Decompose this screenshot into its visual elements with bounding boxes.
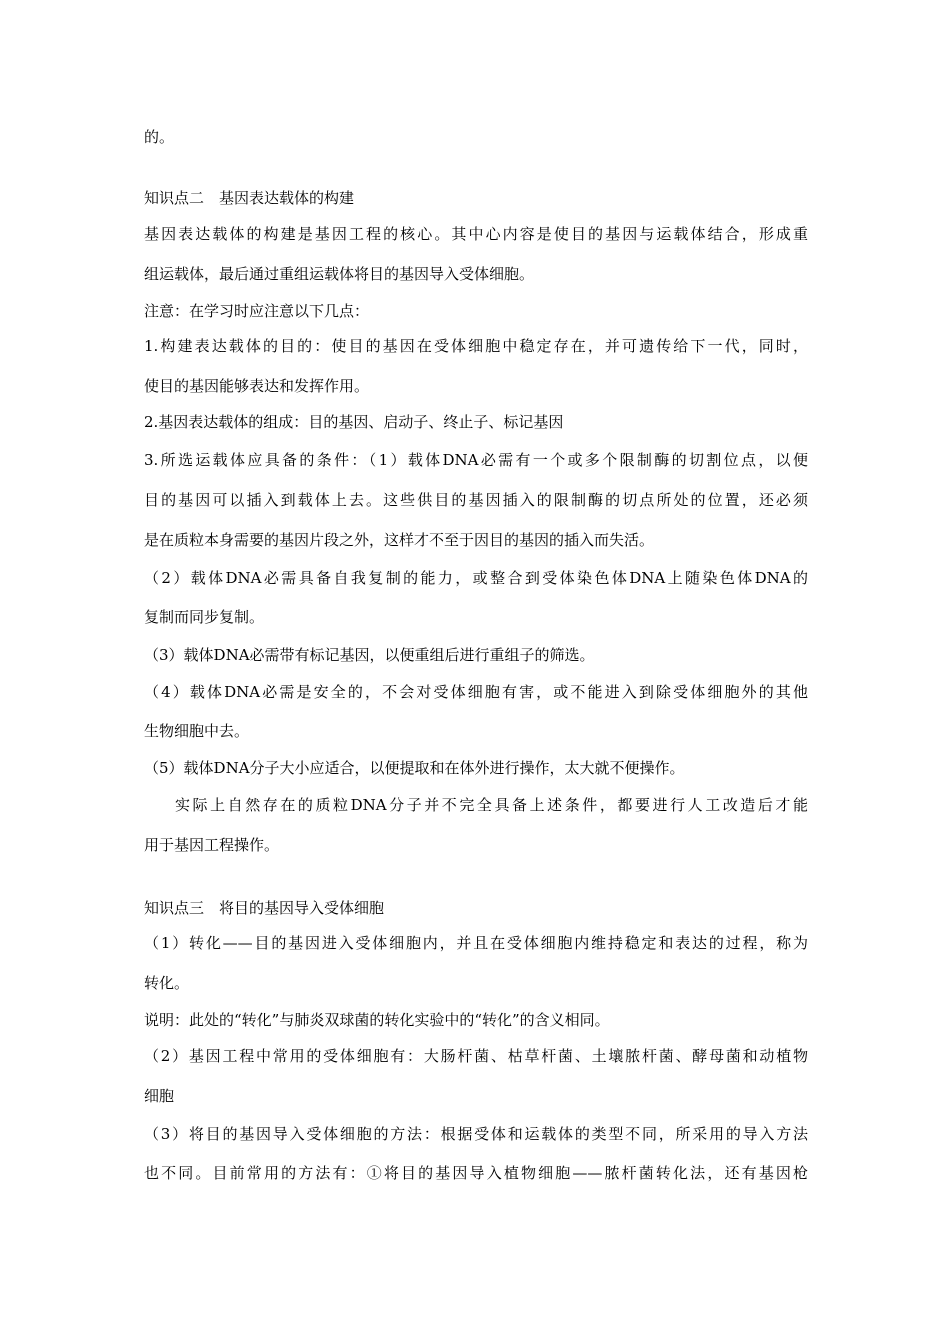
text-line: （3）将目的基因导入受体细胞的方法：根据受体和运载体的类型不同，所采用的导入方法 bbox=[144, 1125, 808, 1143]
text-line: 细胞 bbox=[144, 1087, 175, 1105]
text-line: 目的基因可以插入到载体上去。这些供目的基因插入的限制酶的切点所处的位置，还必须 bbox=[144, 491, 808, 509]
text-line: （5）载体DNA分子大小应适合，以便提取和在体外进行操作，太大就不便操作。 bbox=[144, 759, 685, 777]
text-line: （2）基因工程中常用的受体细胞有：大肠杆菌、枯草杆菌、土壤脓杆菌、酵母菌和动植物 bbox=[144, 1047, 808, 1065]
text-line: 1.构建表达载体的目的：使目的基因在受体细胞中稳定存在，并可遗传给下一代，同时， bbox=[144, 337, 808, 355]
text-line: 使目的基因能够表达和发挥作用。 bbox=[144, 377, 370, 395]
text-line: 注意：在学习时应注意以下几点： bbox=[144, 302, 370, 320]
text-line: 转化。 bbox=[144, 974, 190, 992]
text-line: 基因表达载体的构建是基因工程的核心。其中心内容是使目的基因与运载体结合，形成重 bbox=[144, 225, 808, 243]
text-line: 说明：此处的“转化”与肺炎双球菌的转化实验中的“转化”的含义相同。 bbox=[144, 1011, 610, 1029]
text-line: 3.所选运载体应具备的条件：（1）载体DNA必需有一个或多个限制酶的切割位点，以便 bbox=[144, 451, 808, 469]
text-line: 用于基因工程操作。 bbox=[144, 836, 280, 854]
text-line: 实际上自然存在的质粒DNA分子并不完全具备上述条件，都要进行人工改造后才能 bbox=[175, 796, 808, 814]
section-heading: 知识点三 将目的基因导入受体细胞 bbox=[144, 899, 385, 917]
text-line: 的。 bbox=[144, 128, 175, 146]
text-line: 生物细胞中去。 bbox=[144, 722, 250, 740]
text-line: 也不同。目前常用的方法有：①将目的基因导入植物细胞——脓杆菌转化法，还有基因枪 bbox=[144, 1164, 808, 1182]
text-line: 2.基因表达载体的组成：目的基因、启动子、终止子、标记基因 bbox=[144, 413, 564, 431]
text-line: （2）载体DNA必需具备自我复制的能力，或整合到受体染色体DNA上随染色体DNA的 bbox=[144, 569, 808, 587]
text-line: 复制而同步复制。 bbox=[144, 608, 265, 626]
text-line: 是在质粒本身需要的基因片段之外，这样才不至于因目的基因的插入而失活。 bbox=[144, 531, 655, 549]
section-heading: 知识点二 基因表达载体的构建 bbox=[144, 189, 355, 207]
text-line: 组运载体，最后通过重组运载体将目的基因导入受体细胞。 bbox=[144, 265, 535, 283]
text-line: （1）转化——目的基因进入受体细胞内，并且在受体细胞内维持稳定和表达的过程，称为 bbox=[144, 934, 808, 952]
text-line: （3）载体DNA必需带有标记基因，以便重组后进行重组子的筛选。 bbox=[144, 646, 595, 664]
text-line: （4）载体DNA必需是安全的，不会对受体细胞有害，或不能进入到除受体细胞外的其他 bbox=[144, 683, 808, 701]
